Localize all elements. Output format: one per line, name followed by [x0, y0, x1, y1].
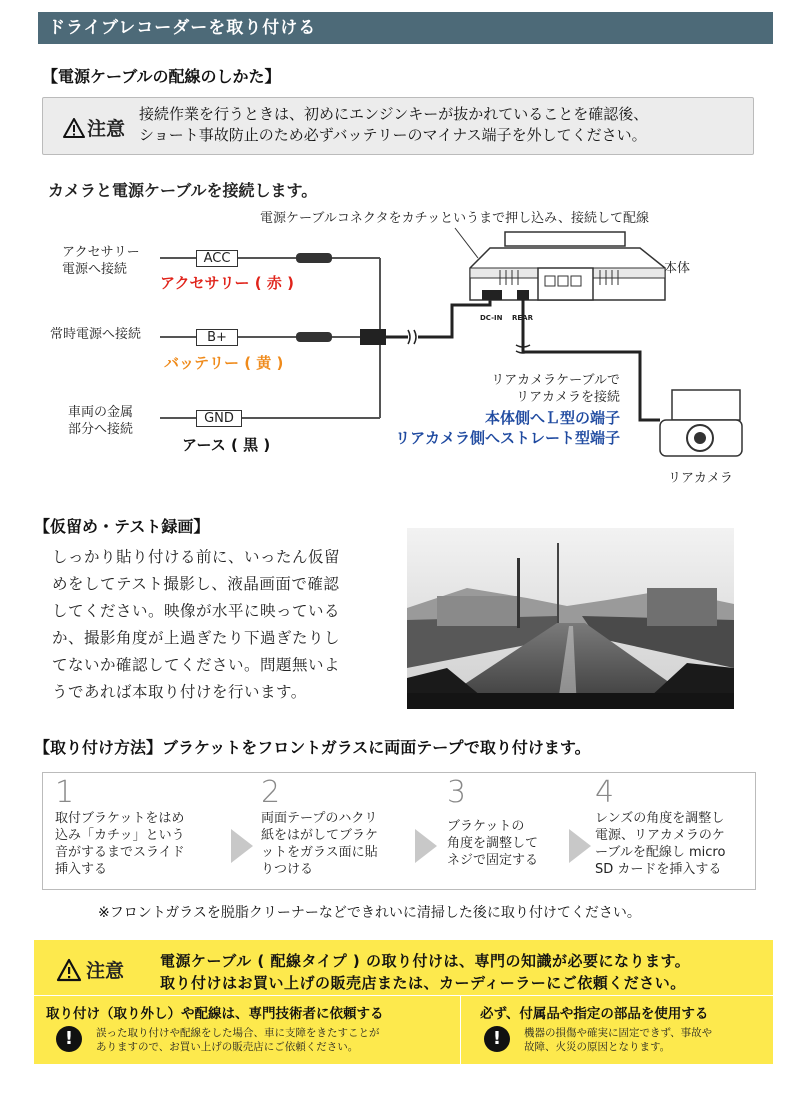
step-line: 取付ブラケットをはめ	[55, 811, 185, 826]
dc-in-port-label: DC-IN	[480, 314, 503, 322]
step-text	[55, 810, 185, 878]
caution-divider	[34, 995, 773, 996]
step-text	[447, 818, 538, 869]
warning-triangle-icon	[63, 118, 85, 138]
notice-label: 注意	[87, 118, 126, 140]
step-text	[595, 810, 725, 878]
step-line: 角度を調整して	[447, 836, 539, 851]
step-line: 電源、リアカメラのケ	[595, 828, 725, 843]
caution-box	[34, 940, 773, 1064]
warning-triangle-icon	[56, 958, 82, 982]
step-line: ネジで固定する	[447, 853, 539, 868]
cable-junction	[360, 329, 386, 345]
step-1	[55, 775, 185, 878]
caution-line-1: 電源ケーブル ( 配線タイプ ) の取り付けは、専門の知識が必要になります。	[160, 952, 691, 970]
caution-right-title: 必ず、付属品や指定の部品を使用する	[480, 1006, 709, 1022]
bplus-plug-label: B+	[196, 329, 238, 346]
step-4	[595, 775, 725, 878]
notice-heading	[63, 114, 125, 141]
rear-cable-line: リアカメラを接続	[516, 390, 620, 405]
connector-note: 電源ケーブルコネクタをカチッというまで押し込み、接続して配線	[260, 211, 649, 226]
rear-terminal-line: 本体側へＬ型の端子	[484, 409, 620, 427]
diagram-title: カメラと電源ケーブルを接続します。	[48, 181, 318, 200]
exclamation-icon: !	[56, 1026, 82, 1052]
step-line: 音がするまでスライド	[55, 845, 185, 860]
step-line: 挿入する	[55, 862, 108, 877]
test-description	[52, 544, 390, 706]
step-line: ーブルを配線し micro	[595, 845, 726, 860]
gnd-description	[68, 404, 133, 438]
step-line: レンズの角度を調整し	[595, 811, 725, 826]
test-section-title: 【仮留め・テスト録画】	[34, 517, 210, 536]
rear-terminal-line: リアカメラ側へストレート型端子	[395, 429, 620, 447]
mount-section-title: 【取り付け方法】ブラケットをフロントガラスに両面テープで取り付けます。	[34, 738, 591, 757]
notice-box	[42, 97, 754, 155]
bplus-description: 常時電源へ接続	[50, 327, 142, 342]
rear-camera-illustration	[660, 390, 742, 456]
notice-line: 接続作業を行うときは、初めにエンジンキーが抜かれていることを確認後、	[139, 105, 649, 123]
test-line: てないか確認してください。問題無いよ	[52, 656, 341, 674]
step-arrow-icon	[415, 829, 437, 863]
step-line: 込み「カチッ」という	[55, 828, 185, 843]
cable-break-mark	[408, 330, 416, 344]
notice-line: ショート事故防止のため必ずバッテリーのマイナス端子を外してください。	[139, 126, 647, 144]
caution-left-line: 誤った取り付けや配線をした場合、車に支障をきたすことが	[96, 1027, 380, 1039]
step-arrow-icon	[231, 829, 253, 863]
test-line: めをしてテスト撮影し、液晶画面で確認	[52, 575, 340, 593]
gnd-desc-line: 部分へ接続	[68, 422, 134, 437]
caution-heading	[56, 956, 124, 983]
step-arrow-icon	[569, 829, 591, 863]
step-text	[261, 810, 378, 878]
wiring-section-title: 【電源ケーブルの配線のしかた】	[42, 67, 281, 86]
step-line: 両面テープのハクリ	[261, 811, 378, 826]
step-line: りつける	[261, 862, 314, 877]
step-line: 紙をはがしてブラケ	[261, 828, 379, 843]
note-pointer-line	[455, 228, 478, 258]
caution-left-text	[96, 1026, 380, 1054]
caution-left-line: ありますので、お買い上げの販売店にご依頼ください。	[96, 1041, 359, 1053]
caution-column-divider	[460, 995, 461, 1064]
body-label: 本体	[664, 261, 691, 276]
test-line: しっかり貼り付ける前に、いったん仮留	[52, 548, 341, 566]
acc-fuse-holder	[296, 253, 332, 263]
test-line: うであれば本取り付けを行います。	[52, 683, 307, 701]
exclamation-icon: !	[484, 1026, 510, 1052]
acc-description	[62, 244, 140, 278]
steps-box	[42, 772, 756, 890]
step-number: 1	[55, 775, 75, 810]
step-3	[447, 775, 538, 869]
gnd-cable-name: アース ( 黒 )	[182, 436, 271, 454]
mount-note: ※フロントガラスを脱脂クリーナーなどできれいに清掃した後に取り付けてください。	[98, 905, 641, 921]
test-recording-photo	[407, 528, 734, 709]
rear-port-label: REAR	[512, 314, 533, 322]
bplus-cable-name: バッテリー ( 黄 )	[164, 354, 284, 372]
caution-label: 注意	[86, 960, 125, 982]
step-number: 4	[595, 775, 615, 810]
caution-left-title: 取り付け（取り外し）や配線は、専門技術者に依頼する	[46, 1006, 384, 1022]
step-2	[261, 775, 378, 878]
rear-terminal-note	[380, 408, 620, 448]
camera-body-illustration	[470, 232, 665, 300]
test-line: か、撮影角度が上過ぎたり下過ぎたりし	[52, 629, 341, 647]
step-line: ブラケットの	[447, 819, 525, 834]
page-header: ドライブレコーダーを取り付ける	[38, 12, 773, 44]
step-number: 2	[261, 775, 281, 810]
caution-right-text	[524, 1026, 712, 1054]
gnd-desc-line: 車両の金属	[68, 405, 134, 420]
step-line: ットをガラス面に貼	[261, 845, 378, 860]
notice-text	[139, 104, 754, 146]
step-number: 3	[447, 775, 467, 810]
step-line: SD カードを挿入する	[595, 862, 722, 877]
gnd-plug-label: GND	[196, 410, 242, 427]
acc-desc-line: 電源へ接続	[62, 262, 128, 277]
acc-cable-name: アクセサリー ( 赤 )	[160, 274, 294, 292]
caution-right-line: 機器の損傷や確実に固定できず、事故や	[524, 1027, 713, 1039]
rear-cable-note	[456, 372, 620, 406]
caution-line-2: 取り付けはお買い上げの販売店または、カーディーラーにご依頼ください。	[160, 974, 686, 992]
rear-cable-line: リアカメラケーブルで	[491, 373, 620, 388]
acc-plug-label: ACC	[196, 250, 238, 267]
caution-right-line: 故障、火災の原因となります。	[524, 1041, 671, 1053]
test-line: してください。映像が水平に映っている	[52, 602, 341, 620]
rear-camera-label: リアカメラ	[668, 471, 733, 486]
acc-desc-line: アクセサリー	[62, 245, 140, 260]
bplus-fuse-holder	[296, 332, 332, 342]
